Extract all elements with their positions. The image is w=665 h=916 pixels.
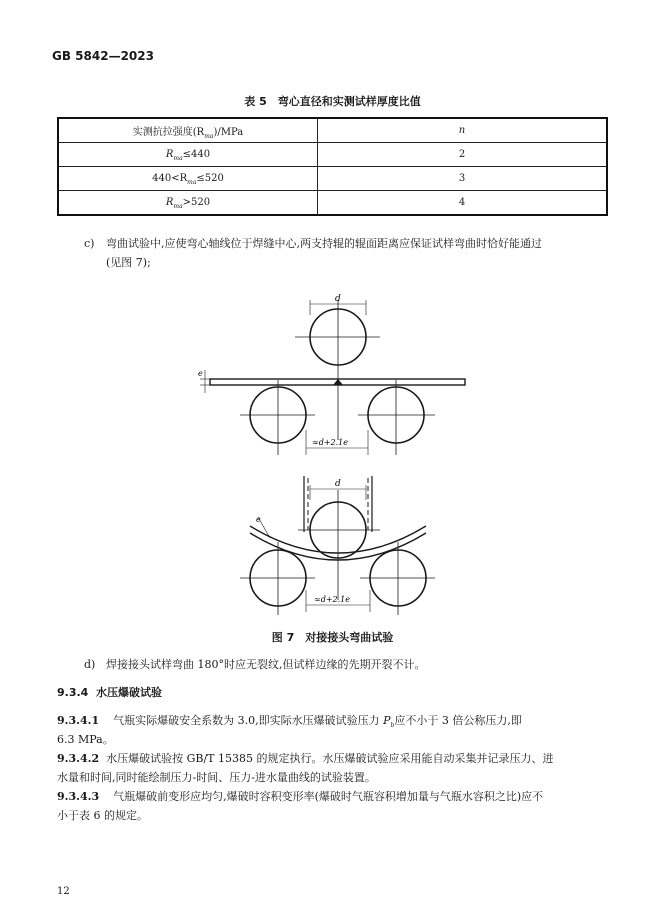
label-d-bottom: d (335, 479, 341, 489)
label-e-top: e (198, 369, 203, 378)
table-row: $R_{ma}\le 440$ 2 (58, 143, 607, 167)
label-d-top: d (335, 294, 341, 304)
header-n: n (318, 118, 608, 143)
table-row: $440<R_{ma}\le 520$ 3 (58, 167, 607, 191)
label-dist-bottom: ≈d+2.1e (314, 595, 350, 604)
bend-test-figure (190, 290, 480, 620)
clause-9342: 9.3.4.2 水压爆破试验按 GB/T 15385 的规定执行。水压爆破试验应采用能自动采集并记录压力、进 (57, 752, 554, 765)
clause-9342-line2: 水量和时间,同时能绘制压力-时间、压力-进水量曲线的试验装置。 (57, 771, 376, 784)
item-c-line1: 弯曲试验中,应使弯心轴线位于焊缝中心,两支持辊的辊面距离应保证试样弯曲时恰好能通过 (106, 237, 542, 250)
clause-9343-line2: 小于表 6 的规定。 (57, 809, 148, 822)
ratio-table (57, 117, 608, 216)
clause-9341: 9.3.4.1 气瓶实际爆破安全系数为 3.0,即实际水压爆破试验压力 $P_b$应不小于 3 倍公称压力,即 (57, 714, 522, 729)
standard-number: GB 5842—2023 (52, 49, 154, 63)
clause-9343: 9.3.4.3 气瓶爆破前变形应均匀,爆破时容积变形率(爆破时气瓶容积增加量与气瓶水容积之比)应不 (57, 790, 544, 803)
label-dist-top: ≈d+2.1e (312, 438, 348, 447)
label-e-bottom: e (256, 515, 261, 524)
section-heading: 9.3.4 水压爆破试验 (57, 686, 162, 699)
page-number: 12 (57, 886, 70, 897)
clause-9341-line2: 6.3 MPa。 (57, 733, 114, 746)
item-d-label: d) (84, 658, 96, 671)
table-row: $R_{ma}>520$ 4 (58, 191, 607, 216)
table-caption: 表 5 弯心直径和实测试样厚度比值 (244, 95, 421, 108)
header-strength: 实测抗拉强度$(R_{ma})$/MPa (58, 118, 318, 143)
item-c-label: c) (84, 237, 95, 250)
item-c-line2: (见图 7); (106, 256, 151, 269)
figure-caption: 图 7 对接接头弯曲试验 (271, 631, 394, 644)
table-header-row (58, 118, 607, 143)
item-d-text: 焊接接头试样弯曲 180°时应无裂纹,但试样边缘的先期开裂不计。 (106, 658, 426, 671)
